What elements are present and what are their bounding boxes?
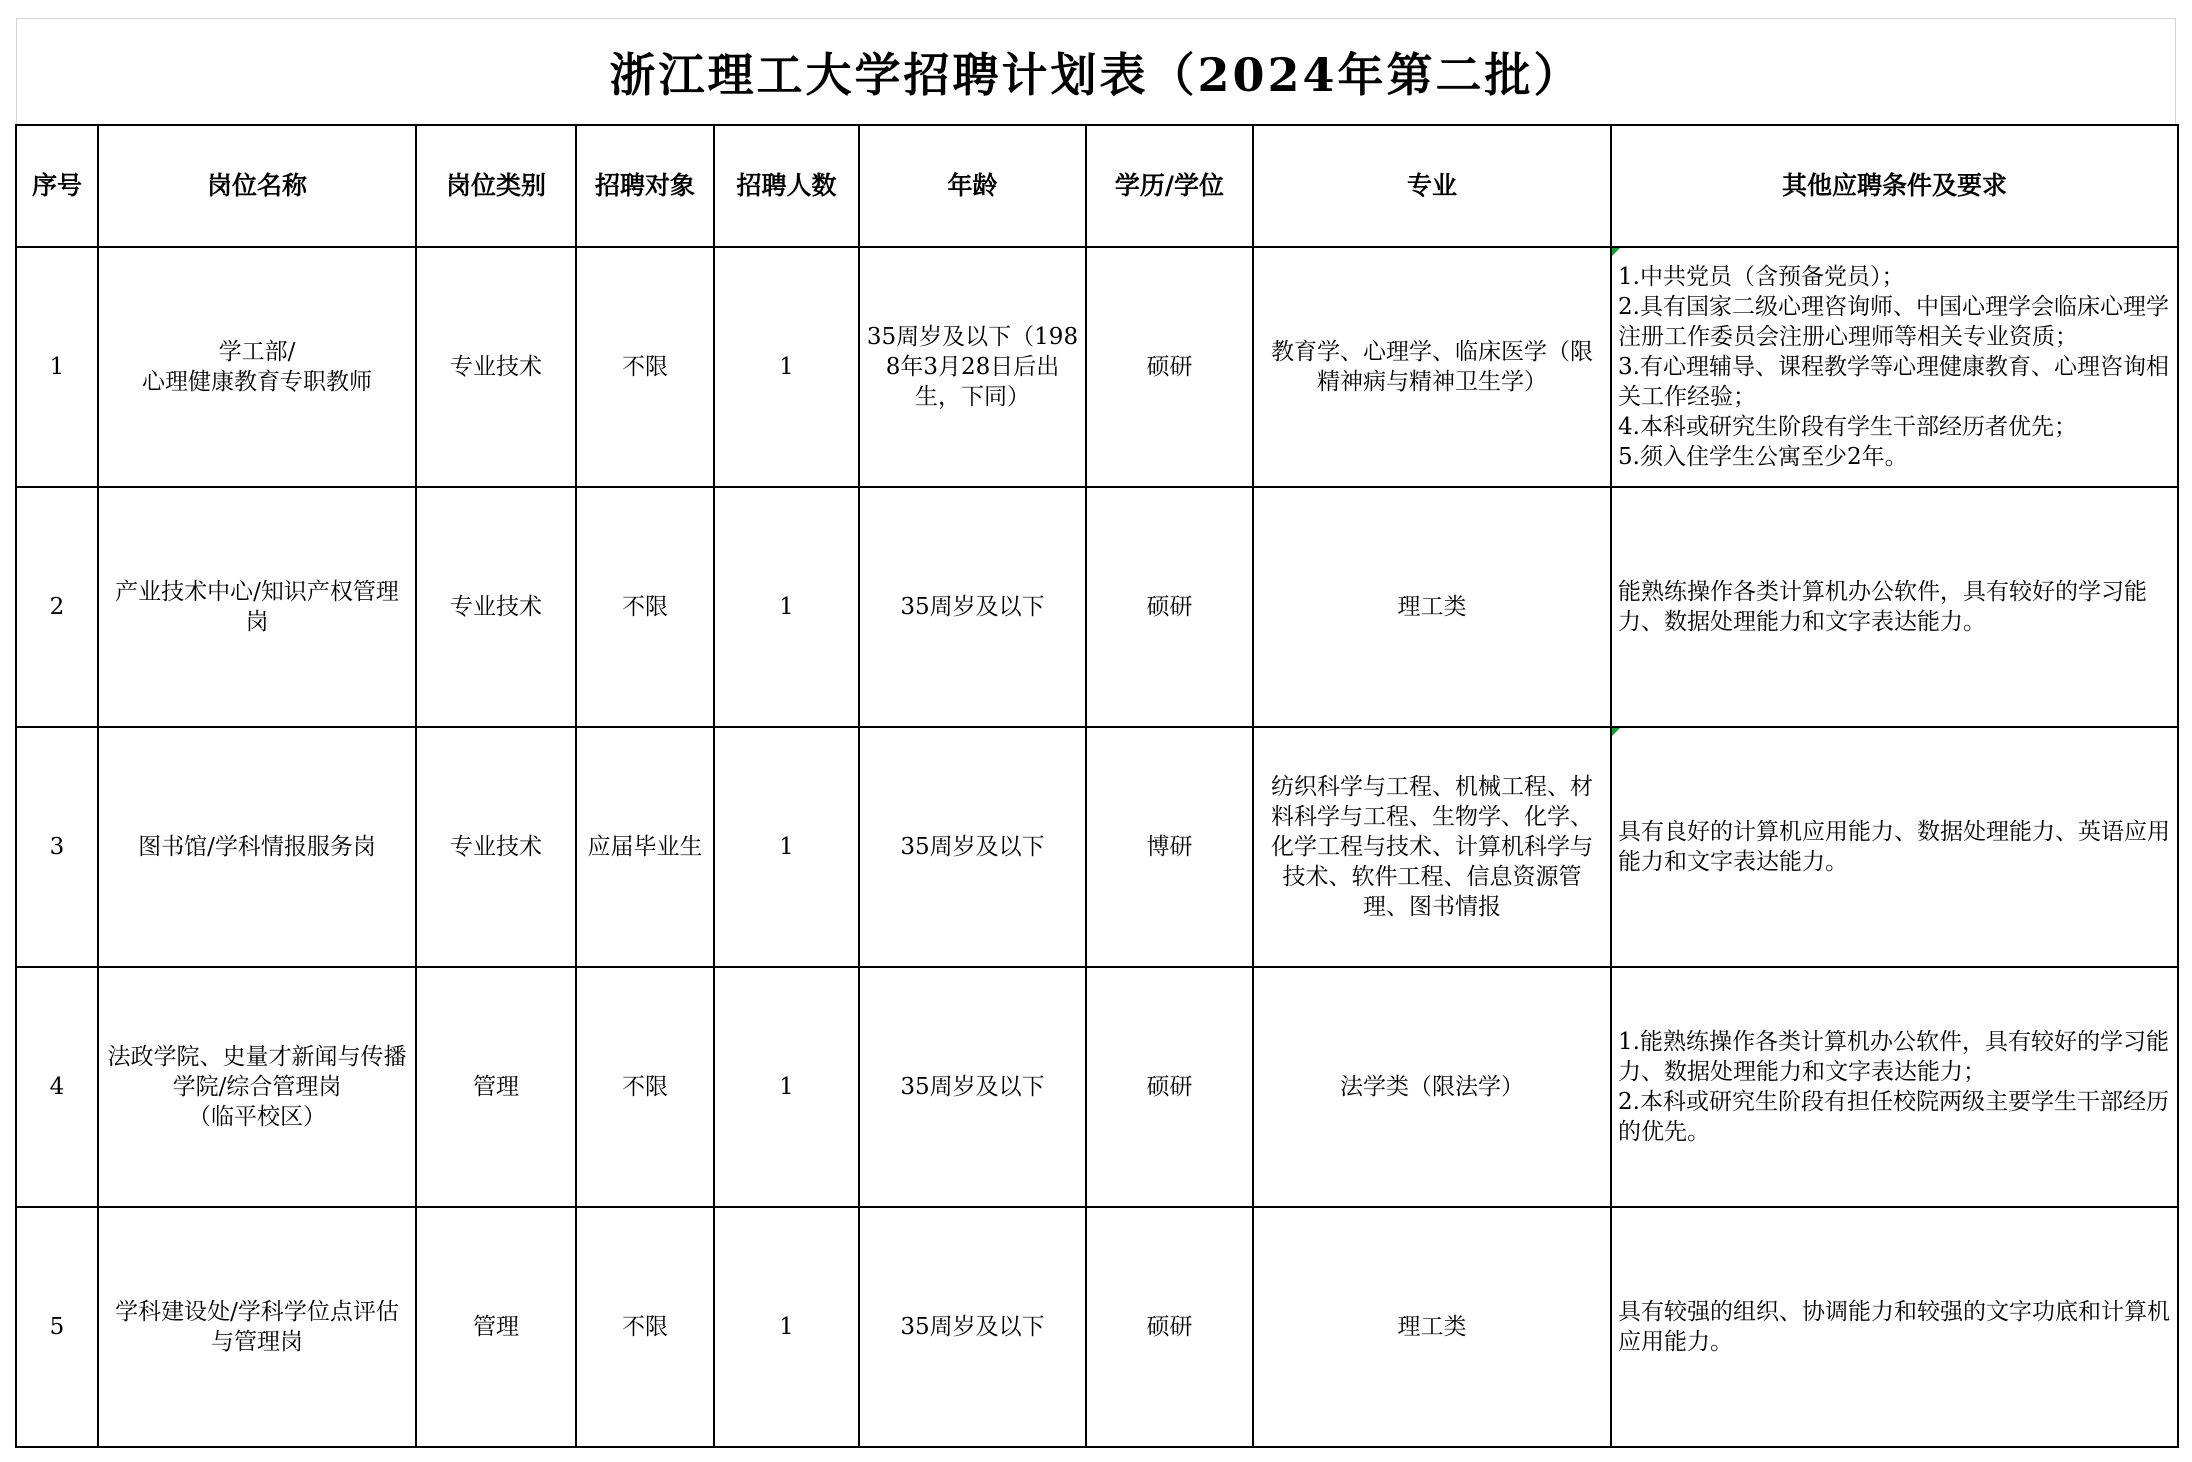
cell-no: 3 <box>16 727 98 967</box>
requirement-line: 1.能熟练操作各类计算机办公软件，具有较好的学习能力、数据处理能力和文字表达能力； <box>1618 1029 2169 1085</box>
cell-major: 纺织科学与工程、机械工程、材料科学与工程、生物学、化学、化学工程与技术、计算机科学与技术、软件工程、信息资源管理、图书情报 <box>1253 727 1611 967</box>
col-header-age: 年龄 <box>859 125 1086 247</box>
col-header-position: 岗位名称 <box>98 125 416 247</box>
page-title: 浙江理工大学招聘计划表（2024年第二批） <box>609 47 1583 102</box>
header-row <box>16 125 2178 247</box>
col-header-major: 专业 <box>1253 125 1611 247</box>
position-line: 心理健康教育专职教师 <box>142 369 372 395</box>
cell-position <box>98 967 416 1207</box>
cell-count: 1 <box>714 487 859 727</box>
requirement-line: 具有良好的计算机应用能力、数据处理能力、英语应用能力和文字表达能力。 <box>1618 819 2170 875</box>
requirement-line: 2.具有国家二级心理咨询师、中国心理学会临床心理学注册工作委员会注册心理师等相关专业资质； <box>1618 294 2169 350</box>
cell-count: 1 <box>714 1207 859 1447</box>
cell-requirements <box>1611 727 2178 967</box>
cell-age: 35周岁及以下 <box>859 487 1086 727</box>
cell-degree: 博研 <box>1086 727 1253 967</box>
cell-target: 不限 <box>576 1207 714 1447</box>
cell-category: 专业技术 <box>416 247 576 487</box>
comment-marker-icon <box>1612 248 1620 256</box>
cell-target: 应届毕业生 <box>576 727 714 967</box>
cell-major: 理工类 <box>1253 487 1611 727</box>
cell-age: 35周岁及以下 <box>859 1207 1086 1447</box>
cell-degree: 硕研 <box>1086 487 1253 727</box>
cell-requirements <box>1611 247 2178 487</box>
cell-requirements <box>1611 1207 2178 1447</box>
col-header-count: 招聘人数 <box>714 125 859 247</box>
cell-target: 不限 <box>576 487 714 727</box>
cell-major: 理工类 <box>1253 1207 1611 1447</box>
col-header-degree: 学历/学位 <box>1086 125 1253 247</box>
cell-major: 法学类（限法学） <box>1253 967 1611 1207</box>
col-header-no: 序号 <box>16 125 98 247</box>
cell-count: 1 <box>714 247 859 487</box>
cell-degree: 硕研 <box>1086 967 1253 1207</box>
recruitment-sheet <box>16 18 2176 1448</box>
table-row <box>16 487 2178 727</box>
requirement-line: 2.本科或研究生阶段有担任校院两级主要学生干部经历的优先。 <box>1618 1089 2169 1145</box>
position-line: 产业技术中心/知识产权管理岗 <box>115 579 399 635</box>
table-row <box>16 247 2178 487</box>
cell-count: 1 <box>714 727 859 967</box>
cell-age: 35周岁及以下 <box>859 967 1086 1207</box>
requirement-line: 1.中共党员（含预备党员）； <box>1618 264 1905 290</box>
cell-degree: 硕研 <box>1086 247 1253 487</box>
position-line: 图书馆/学科情报服务岗 <box>138 834 376 860</box>
cell-category: 管理 <box>416 967 576 1207</box>
col-header-requirements: 其他应聘条件及要求 <box>1611 125 2178 247</box>
position-line: 法政学院、史量才新闻与传播学院/综合管理岗 <box>107 1044 407 1100</box>
cell-no: 2 <box>16 487 98 727</box>
requirement-line: 3.有心理辅导、课程教学等心理健康教育、心理咨询相关工作经验； <box>1618 354 2169 410</box>
requirement-line: 4.本科或研究生阶段有学生干部经历者优先； <box>1618 414 2077 440</box>
position-line: 学工部/ <box>218 339 296 365</box>
cell-requirements <box>1611 967 2178 1207</box>
position-line: （临平校区） <box>188 1104 326 1130</box>
requirement-line: 具有较强的组织、协调能力和较强的文字功底和计算机应用能力。 <box>1618 1299 2170 1355</box>
cell-count: 1 <box>714 967 859 1207</box>
col-header-category: 岗位类别 <box>416 125 576 247</box>
cell-no: 5 <box>16 1207 98 1447</box>
title-row <box>16 18 2176 124</box>
requirement-line: 5.须入住学生公寓至少2年。 <box>1618 444 1908 470</box>
cell-category: 管理 <box>416 1207 576 1447</box>
cell-age: 35周岁及以下 <box>859 727 1086 967</box>
cell-target: 不限 <box>576 967 714 1207</box>
requirement-line: 能熟练操作各类计算机办公软件，具有较好的学习能力、数据处理能力和文字表达能力。 <box>1618 579 2147 635</box>
col-header-target: 招聘对象 <box>576 125 714 247</box>
cell-no: 1 <box>16 247 98 487</box>
cell-no: 4 <box>16 967 98 1207</box>
table-row <box>16 1207 2178 1447</box>
table-row <box>16 727 2178 967</box>
cell-position <box>98 487 416 727</box>
cell-degree: 硕研 <box>1086 1207 1253 1447</box>
position-line: 学科建设处/学科学位点评估与管理岗 <box>115 1299 399 1355</box>
cell-age: 35周岁及以下（1988年3月28日后出生，下同） <box>859 247 1086 487</box>
cell-requirements <box>1611 487 2178 727</box>
cell-position <box>98 1207 416 1447</box>
cell-major: 教育学、心理学、临床医学（限精神病与精神卫生学） <box>1253 247 1611 487</box>
comment-marker-icon <box>1612 728 1620 736</box>
cell-position <box>98 727 416 967</box>
cell-target: 不限 <box>576 247 714 487</box>
table-row <box>16 967 2178 1207</box>
recruitment-table <box>15 124 2179 1448</box>
cell-category: 专业技术 <box>416 727 576 967</box>
cell-position <box>98 247 416 487</box>
cell-category: 专业技术 <box>416 487 576 727</box>
